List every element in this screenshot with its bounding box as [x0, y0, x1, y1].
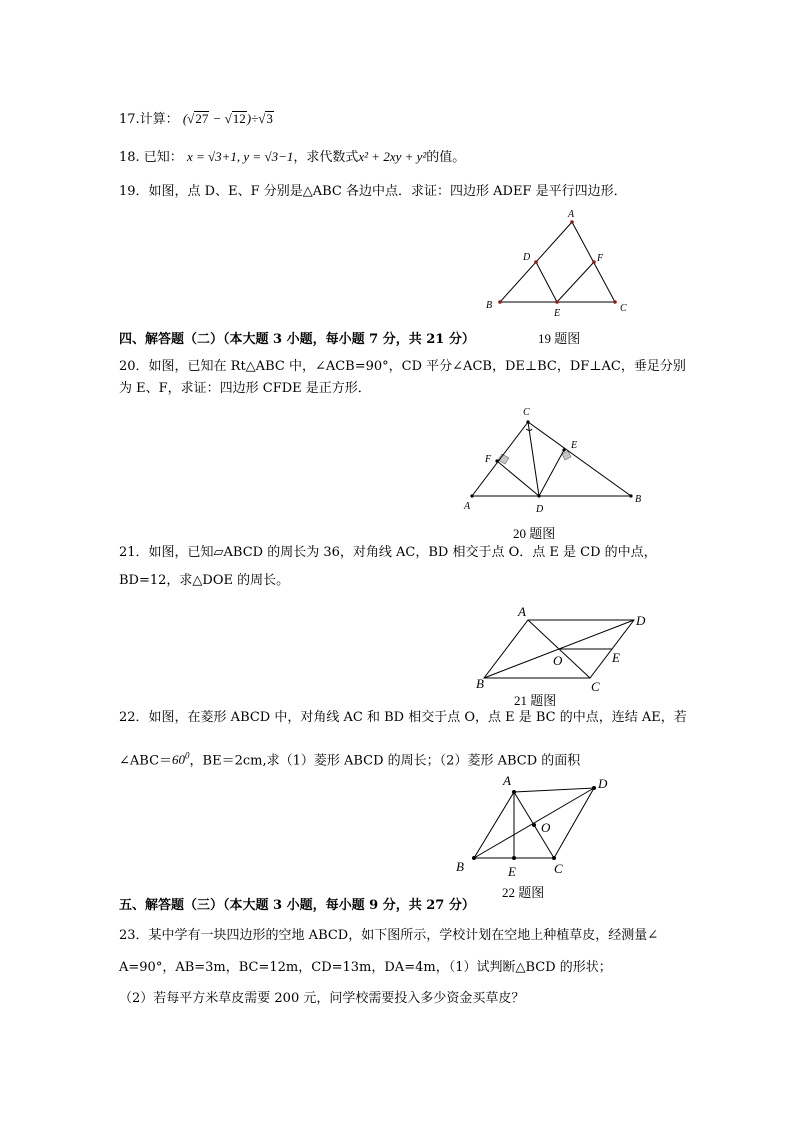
question-20-line1: 20．如图，已知在 Rt△ABC 中，∠ACB=90°，CD 平分∠ACB，DE⊥BC，DF⊥AC，垂足分别	[119, 359, 686, 374]
figure-19	[480, 205, 640, 340]
fig19-label-e: E	[554, 308, 561, 319]
figure-21	[470, 600, 660, 710]
fig19-label-c: C	[620, 303, 627, 314]
question-22-line1: 22．如图，在菱形 ABCD 中，对角线 AC 和 BD 相交于点 O，点 E 是 BC 的中点，连结 AE，若	[119, 710, 687, 725]
question-23-line2: A=90°，AB=3m，BC=12m，CD=13m，DA=4m，（1）试判断△BCD 的形状；	[119, 960, 612, 975]
fig21-label-e: E	[612, 650, 620, 665]
fig21-label-o: O	[553, 653, 563, 668]
fig21-label-a: A	[518, 604, 526, 619]
section-5-title: 五、解答题（三）（本大题 3 小题，每小题 9 分，共 27 分）	[119, 898, 475, 913]
question-21-line2: BD=12，求△DOE 的周长。	[119, 573, 290, 588]
q18-tail: ，求代数式	[293, 150, 359, 165]
q18-label: 18. 已知：	[119, 150, 183, 165]
fig22-label-e: E	[508, 864, 516, 879]
fig20-label-b: B	[635, 494, 642, 505]
fig20-caption: 20 题图	[513, 526, 556, 541]
fig21-label-c: C	[591, 679, 600, 694]
fig22-label-o: O	[541, 820, 551, 835]
fig19-lines-de-ef	[536, 262, 594, 302]
fig19-label-b: B	[486, 300, 493, 311]
q18-given: x = √3+1, y = √3−1	[186, 149, 294, 164]
question-21-line1: 21．如图，已知▱ABCD 的周长为 36，对角线 AC，BD 相交于点 O．点 E 是 CD 的中点，	[119, 545, 657, 560]
question-23-line3: （2）若每平方米草皮需要 200 元，问学校需要投入多少资金买草皮？	[119, 991, 525, 1006]
question-20-line2: 为 E、F，求证：四边形 CFDE 是正方形．	[119, 381, 371, 396]
fig22-label-b: B	[456, 859, 464, 874]
section-4-title: 四、解答题（二）（本大题 3 小题，每小题 7 分，共 21 分）	[119, 332, 475, 347]
question-23-line1: 23．某中学有一块四边形的空地 ABCD，如下图所示，学校计划在空地上种植草皮，经测量∠	[119, 928, 659, 943]
q17-expression: (√27 − √12)÷√3	[182, 111, 273, 126]
fig19-label-a: A	[568, 209, 575, 220]
fig20-triangle-abc	[472, 422, 631, 496]
fig19-label-d: D	[523, 252, 531, 263]
fig21-label-b: B	[476, 676, 484, 691]
fig21-caption: 21 题图	[514, 693, 557, 708]
fig20-label-f: F	[485, 454, 492, 465]
fig22-caption: 22 题图	[502, 885, 545, 900]
q18-end: 的值。	[426, 150, 466, 165]
fig19-caption: 19 题图	[538, 331, 581, 346]
figure-22	[452, 772, 622, 882]
fig22-label-a: A	[503, 773, 511, 788]
question-17	[119, 110, 274, 129]
q22-angle-label: ∠ABC＝	[119, 753, 173, 769]
fig20-label-c: C	[523, 407, 530, 418]
fig22-label-d: D	[598, 776, 608, 791]
fig22-label-c: C	[554, 861, 563, 876]
q17-label: 17.计算：	[119, 112, 179, 127]
figure-20	[460, 405, 650, 520]
question-19: 19．如图，点 D、E、F 分别是△ABC 各边中点．求证：四边形 ADEF 是平行四边形．	[119, 184, 627, 199]
fig19-label-f: F	[597, 253, 604, 264]
fig20-label-d: D	[536, 504, 544, 515]
fig21-label-d: D	[636, 613, 646, 628]
q22-angle-value: $60^0$	[172, 751, 190, 768]
q18-polynomial: x² + 2xy + y²	[358, 149, 427, 164]
question-22-line2	[119, 747, 580, 770]
q22-line2-rest: ，BE＝2cm,求（1）菱形 ABCD 的周长；（2）菱形 ABCD 的面积	[189, 753, 581, 769]
question-18	[119, 148, 465, 167]
fig20-line-cd	[528, 422, 539, 496]
fig20-label-a: A	[464, 501, 471, 512]
fig20-label-e: E	[571, 440, 578, 451]
